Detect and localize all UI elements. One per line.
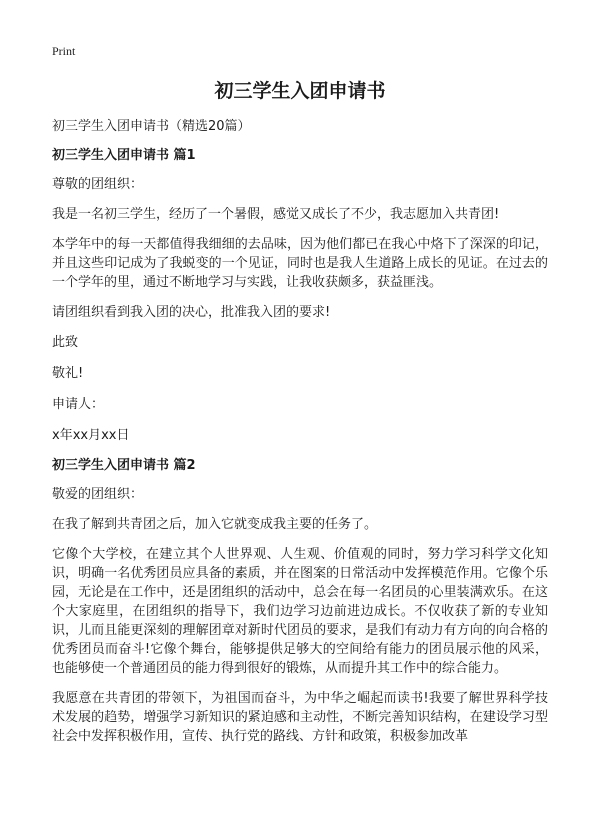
section-heading: 初三学生入团申请书 篇1 bbox=[52, 148, 196, 163]
closing-line: 此致 bbox=[52, 335, 79, 350]
paragraph: 我愿意在共青团的带领下，为祖国而奋斗，为中华之崛起而读书!我要了解世界科学技术发展的趋势，增强学习新知识的紧迫感和主动性，不断完善知识结构，在建设学习型社会中发挥积极作用，宣传、执行党的路线、方针和政策，积极参加改革 bbox=[52, 691, 548, 744]
print-label[interactable]: Print bbox=[52, 44, 76, 58]
salutation: 敬爱的团组织： bbox=[52, 487, 144, 502]
section-heading: 初三学生入团申请书 篇2 bbox=[52, 458, 196, 473]
paragraph: 我是一名初三学生，经历了一个暑假，感觉又成长了不少，我志愿加入共青团! bbox=[52, 207, 500, 222]
applicant-line: 申请人： bbox=[52, 397, 105, 412]
document-subtitle: 初三学生入团申请书（精选20篇） bbox=[52, 119, 251, 134]
paragraph: 它像个大学校，在建立其个人世界观、人生观、价值观的同时，努力学习科学文化知识，明确一名优秀团员应具备的素质，并在图案的日常活动中发挥模范作用。它像个乐园，无论是在工作中，还是团组织的活动中，总会在每一名团员的心里装满欢乐。在这个大家庭里，在团组织的指导下，我们边学习边前进边成长。不仅收获了新的专业知识，儿而且能更深刻的理解团章对新时代团员的要求，是我们有动力有方向的向合格的优秀团员而奋斗!它像个舞台，能够提供足够大的空间给有能力的团员展示他的风采，也能够使一个普通团员的能力得到很好的锻炼，从而提升其工作中的综合能力。 bbox=[52, 547, 548, 676]
salutation: 尊敬的团组织： bbox=[52, 177, 144, 192]
closing-line: 敬礼! bbox=[52, 366, 84, 381]
document-title: 初三学生入团申请书 bbox=[214, 80, 386, 102]
paragraph: 本学年中的每一天都值得我细细的去品味，因为他们都已在我心中烙下了深深的印记，并且这些印记成为了我蜕变的一个见证，同时也是我人生道路上成长的见证。在过去的一个学年的里，通过不断地学习与实践，让我收获颇多，获益匪浅。 bbox=[52, 237, 548, 290]
date-line: x年xx月xx日 bbox=[52, 428, 130, 443]
paragraph: 请团组织看到我入团的决心，批准我入团的要求! bbox=[52, 305, 331, 320]
paragraph: 在我了解到共青团之后，加入它就变成我主要的任务了。 bbox=[52, 517, 378, 532]
